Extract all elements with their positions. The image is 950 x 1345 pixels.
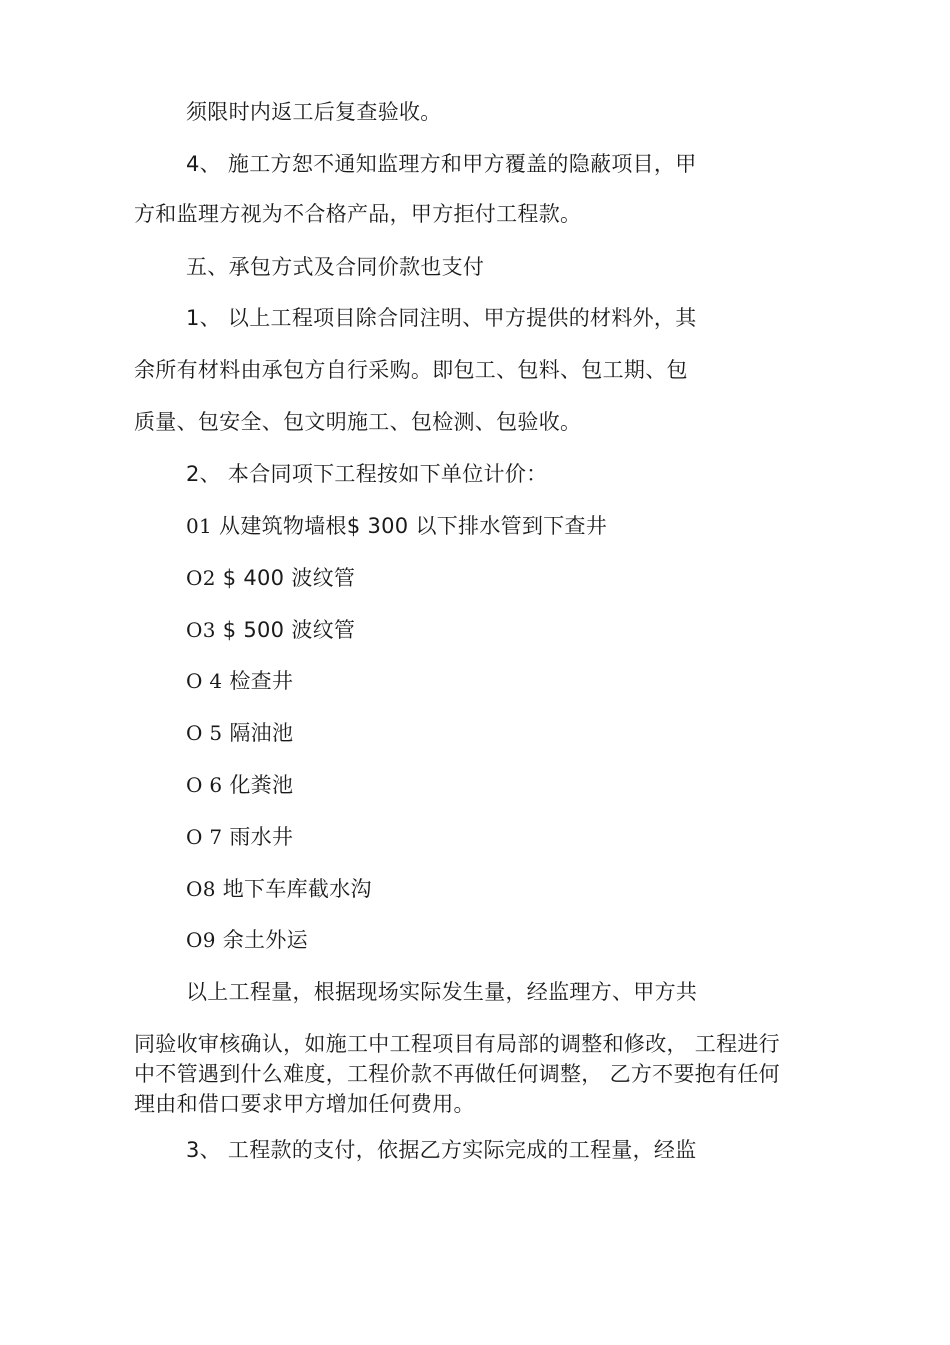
list-item-marker: O 7 (186, 825, 223, 849)
paragraph-line: 理由和借口要求甲方增加任何费用。 (134, 1092, 475, 1116)
paragraph-line: 1、 以上工程项目除合同注明、甲方提供的材料外，其 (186, 306, 697, 330)
list-item-text: $ 400 波纹管 (222, 566, 356, 590)
paragraph-line: 质量、包安全、包文明施工、包检测、包验收。 (134, 410, 582, 434)
list-item-text: 化粪池 (229, 773, 294, 797)
paragraph-line: 须限时内返工后复查验收。 (186, 100, 442, 124)
list-item-text: 余土外运 (222, 928, 308, 952)
paragraph-line: 同验收审核确认，如施工中工程项目有局部的调整和修改， 工程进行 (134, 1032, 780, 1056)
section-heading: 五、承包方式及合同价款也支付 (186, 255, 485, 279)
list-item (186, 927, 308, 953)
list-item (186, 565, 355, 591)
list-item-text: 雨水井 (229, 825, 294, 849)
list-item (186, 513, 607, 539)
list-item-marker: O2 (186, 566, 216, 590)
list-item-marker: O 5 (186, 721, 223, 745)
paragraph-line: 4、 施工方恕不通知监理方和甲方覆盖的隐蔽项目，甲 (186, 152, 697, 176)
list-item-text: 检查井 (229, 669, 294, 693)
list-item-marker: O3 (186, 618, 216, 642)
paragraph-line: 方和监理方视为不合格产品，甲方拒付工程款。 (134, 202, 582, 226)
paragraph-line: 以上工程量，根据现场实际发生量，经监理方、甲方共 (186, 980, 698, 1004)
list-item-text: $ 500 波纹管 (222, 618, 356, 642)
list-item-text: 隔油池 (229, 721, 294, 745)
list-item-marker: O 4 (186, 669, 223, 693)
paragraph-line: 中不管遇到什么难度，工程价款不再做任何调整， 乙方不要抱有任何 (134, 1062, 780, 1086)
paragraph-line: 余所有材料由承包方自行采购。即包工、包料、包工期、包 (134, 358, 688, 382)
list-item-marker: 01 (186, 514, 213, 538)
list-item (186, 617, 355, 643)
paragraph-line: 2、 本合同项下工程按如下单位计价： (186, 462, 548, 486)
list-item (186, 772, 293, 798)
list-item (186, 720, 293, 746)
list-item-marker: O8 (186, 877, 216, 901)
list-item (186, 668, 293, 694)
paragraph-line: 3、 工程款的支付，依据乙方实际完成的工程量，经监 (186, 1138, 697, 1162)
list-item-marker: O 6 (186, 773, 223, 797)
list-item-text: 从建筑物墙根$ 300 以下排水管到下查井 (219, 514, 608, 538)
list-item (186, 824, 293, 850)
list-item-marker: O9 (186, 928, 216, 952)
list-item-text: 地下车库截水沟 (222, 877, 372, 901)
list-item (186, 876, 372, 902)
